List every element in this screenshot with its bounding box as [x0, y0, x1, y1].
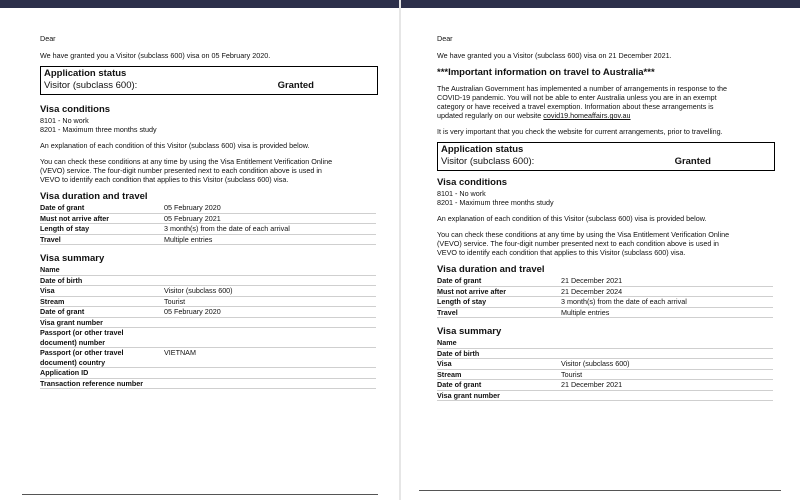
table-row — [40, 318, 376, 329]
row-key: Length of stay — [437, 297, 487, 306]
row-value — [164, 276, 376, 286]
row-value: Multiple entries — [164, 234, 213, 244]
status-label: Visitor (subclass 600): — [44, 80, 138, 91]
grant-line: We have granted you a Visitor (subclass 600) visa on 05 February 2020. — [40, 51, 271, 60]
row-key: Date of birth — [40, 275, 83, 285]
covid-line: COVID-19 pandemic. You will not be able to enter Australia unless you are in an exempt — [437, 93, 717, 102]
visa-letter-right — [401, 8, 800, 500]
conditions-list — [40, 116, 380, 134]
row-key: Must not arrive after — [437, 286, 507, 296]
row-key: Date of grant — [437, 276, 482, 285]
row-value: Tourist — [561, 369, 583, 379]
row-value — [561, 349, 773, 359]
table-row — [40, 297, 376, 308]
duration-table — [437, 276, 773, 318]
table-row — [437, 338, 773, 349]
table-row — [437, 370, 773, 381]
table-row — [40, 286, 376, 297]
check-website-line: It is very important that you check the website for current arrangements, prior to travelling. — [437, 127, 723, 136]
row-value: 05 February 2021 — [164, 213, 221, 223]
vevo-paragraph — [40, 157, 380, 184]
row-key: Passport (or other travel document) country — [40, 348, 124, 367]
salutation: Dear — [40, 34, 56, 43]
duration-title: Visa duration and travel — [40, 191, 148, 202]
table-row — [40, 276, 376, 287]
table-row — [437, 391, 773, 402]
row-key: Date of grant — [40, 307, 85, 316]
duration-title: Visa duration and travel — [437, 264, 545, 275]
condition-item: 8101 - No work — [437, 189, 486, 198]
row-key: Name — [40, 265, 60, 274]
summary-table — [437, 338, 773, 401]
row-key: Application ID — [40, 368, 89, 377]
row-key: Visa grant number — [437, 390, 500, 400]
footer-rule — [22, 494, 378, 495]
row-value — [561, 391, 773, 401]
table-row — [40, 224, 376, 235]
vevo-line: You can check these conditions at any time by using the Visa Entitlement Verification Online — [40, 157, 333, 166]
row-key: Passport (or other travel document) number — [40, 328, 124, 347]
table-row — [437, 359, 773, 370]
table-row — [40, 328, 376, 348]
row-key: Must not arrive after — [40, 213, 110, 223]
row-value — [164, 368, 376, 378]
status-title: Application status — [441, 144, 524, 155]
table-row — [40, 379, 376, 390]
vevo-line: VEVO to identify each condition that applies to this Visitor (subclass 600) visa. — [437, 248, 686, 257]
row-value: 05 February 2020 — [164, 203, 221, 212]
covid-paragraph — [437, 84, 781, 120]
status-value: Granted — [674, 156, 711, 167]
table-row — [40, 265, 376, 276]
row-key: Visa grant number — [40, 317, 103, 327]
conditions-title: Visa conditions — [437, 177, 508, 188]
status-row — [441, 156, 771, 168]
table-row — [437, 308, 773, 319]
status-row — [44, 80, 374, 92]
row-value: 21 December 2024 — [561, 286, 623, 296]
status-title: Application status — [44, 68, 127, 79]
table-row — [40, 368, 376, 379]
row-value — [164, 328, 376, 347]
row-key: Stream — [40, 296, 65, 306]
visa-letter-left — [0, 8, 399, 500]
row-value: VIETNAM — [164, 348, 196, 357]
row-key: Date of grant — [437, 380, 482, 389]
grant-line: We have granted you a Visitor (subclass 600) visa on 21 December 2021. — [437, 51, 672, 60]
row-value: Visitor (subclass 600) — [561, 359, 630, 368]
covid-line: The Australian Government has implemented a number of arrangements in response to the — [437, 84, 728, 93]
row-value — [164, 318, 376, 328]
row-value: 21 December 2021 — [561, 276, 623, 285]
row-key: Name — [437, 338, 457, 347]
table-row — [40, 348, 376, 368]
condition-item: 8101 - No work — [40, 116, 89, 125]
row-value — [561, 338, 773, 348]
row-value: 21 December 2021 — [561, 380, 623, 389]
application-status-box — [437, 142, 775, 171]
table-row — [40, 235, 376, 246]
table-row — [40, 307, 376, 318]
row-key: Travel — [437, 307, 458, 317]
table-row — [437, 380, 773, 391]
table-row — [437, 297, 773, 308]
row-value — [190, 379, 376, 389]
row-key: Transaction reference number — [40, 378, 144, 388]
vevo-paragraph — [437, 230, 781, 257]
table-row — [437, 287, 773, 298]
table-row — [437, 349, 773, 360]
row-value — [164, 265, 376, 275]
summary-title: Visa summary — [437, 326, 502, 337]
row-key: Visa — [40, 286, 55, 295]
row-value: 05 February 2020 — [164, 307, 221, 316]
explanation-text: An explanation of each condition of this Visitor (subclass 600) visa is provided below. — [437, 214, 707, 223]
duration-table — [40, 203, 376, 245]
status-label: Visitor (subclass 600): — [441, 156, 535, 167]
vevo-line: VEVO to identify each condition that applies to this Visitor (subclass 600) visa. — [40, 175, 289, 184]
row-key: Date of grant — [40, 203, 85, 212]
vevo-line: You can check these conditions at any time by using the Visa Entitlement Verification Online — [437, 230, 730, 239]
footer-rule — [419, 490, 781, 491]
summary-table — [40, 265, 376, 389]
row-value: Multiple entries — [561, 307, 610, 317]
status-value: Granted — [277, 80, 314, 91]
summary-title: Visa summary — [40, 253, 105, 264]
row-key: Length of stay — [40, 224, 90, 233]
row-key: Travel — [40, 234, 61, 244]
conditions-title: Visa conditions — [40, 104, 111, 115]
vevo-line: (VEVO) service. The four-digit number presented next to each condition above is used in — [40, 166, 322, 175]
row-key: Visa — [437, 359, 452, 368]
covid-website-link[interactable]: covid19.homeaffairs.gov.au — [543, 111, 631, 120]
condition-item: 8201 - Maximum three months study — [40, 125, 157, 134]
row-value: Visitor (subclass 600) — [164, 286, 233, 295]
table-row — [437, 276, 773, 287]
conditions-list — [437, 189, 781, 207]
table-row — [40, 214, 376, 225]
covid-line: category or have received a travel exemption. Information about these arrangements is — [437, 102, 714, 111]
row-key: Stream — [437, 369, 462, 379]
row-value: 3 month(s) from the date of each arrival — [164, 224, 290, 233]
table-row — [40, 203, 376, 214]
salutation: Dear — [437, 34, 453, 43]
application-status-box — [40, 66, 378, 95]
covid-line-prefix: updated regularly on our website — [437, 111, 544, 120]
condition-item: 8201 - Maximum three months study — [437, 198, 554, 207]
important-title: ***Important information on travel to Australia*** — [437, 67, 655, 78]
row-value: 3 month(s) from the date of each arrival — [561, 297, 687, 306]
row-key: Date of birth — [437, 348, 480, 358]
vevo-line: (VEVO) service. The four-digit number presented next to each condition above is used in — [437, 239, 719, 248]
covid-line — [437, 111, 781, 120]
row-value: Tourist — [164, 296, 186, 306]
explanation-text: An explanation of each condition of this Visitor (subclass 600) visa is provided below. — [40, 141, 310, 150]
